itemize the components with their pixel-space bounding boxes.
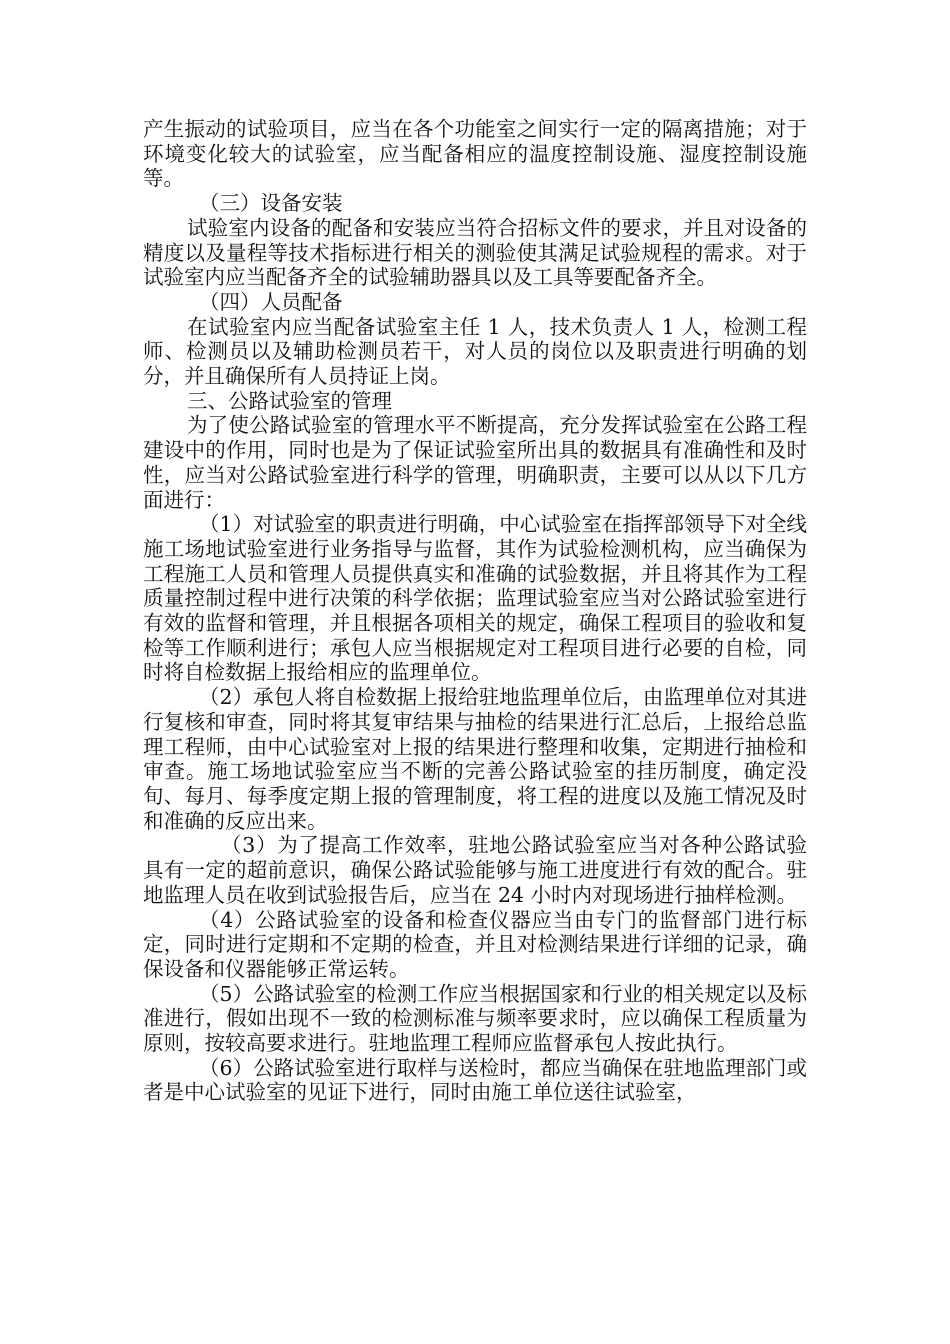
paragraph-equipment: 试验室内设备的配备和安装应当符合招标文件的要求，并且对设备的精度以及量程等技术指标进行相关的测验使其满足试验规程的需求。对于试验室内应当配备齐全的试验辅助器具以及工具等要配备齐全。 xyxy=(143,215,807,290)
section-heading-management: 三、公路试验室的管理 xyxy=(187,388,392,413)
subheading-staffing: （四）人员配备 xyxy=(199,289,343,314)
list-item-2: （2）承包人将自检数据上报给驻地监理单位后，由监理单位对其进行复核和审查，同时将其复审结果与抽检的结果进行汇总后，上报给总监理工程师，由中心试验室对上报的结果进行整理和收集，定期进行抽检和审查。施工场地试验室应当不断的完善公路试验室的挂历制度，确定没旬、每月、每季度定期上报的管理制度，将工程的进度以及施工情况及时和准确的反应出来。 xyxy=(143,685,807,833)
paragraph-staffing: 在试验室内应当配备试验室主任 1 人，技术负责人 1 人，检测工程师、检测员以及辅助检测员若干，对人员的岗位以及职责进行明确的划分，并且确保所有人员持证上岗。 xyxy=(143,314,807,389)
paragraph-continuation: 产生振动的试验项目，应当在各个功能室之间实行一定的隔离措施；对于环境变化较大的试验室，应当配备相应的温度控制设施、湿度控制设施等。 xyxy=(143,117,807,191)
list-item-4: （4）公路试验室的设备和检查仪器应当由专门的监督部门进行标定，同时进行定期和不定期的检查，并且对检测结果进行详细的记录，确保设备和仪器能够正常运转。 xyxy=(143,907,807,981)
list-item-6: （6）公路试验室进行取样与送检时，都应当确保在驻地监理部门或者是中心试验室的见证下进行，同时由施工单位送往试验室， xyxy=(143,1055,807,1105)
list-item-3: （3）为了提高工作效率，驻地公路试验室应当对各种公路试验具有一定的超前意识，确保公路试验能够与施工进度进行有效的配合。驻地监理人员在收到试验报告后，应当在 24 小时内对现场进行抽样检测。 xyxy=(143,833,807,907)
list-item-5: （5）公路试验室的检测工作应当根据国家和行业的相关规定以及标准进行，假如出现不一致的检测标准与频率要求时，应以确保工程质量为原则，按较高要求进行。驻地监理工程师应监督承包人按此执行。 xyxy=(143,981,807,1056)
document-body xyxy=(143,117,807,1105)
list-item-1: （1）对试验室的职责进行明确，中心试验室在指挥部领导下对全线施工场地试验室进行业务指导与监督，其作为试验检测机构，应当确保为工程施工人员和管理人员提供真实和准确的试验数据，并且将其作为工程质量控制过程中进行决策的科学依据；监理试验室应当对公路试验室进行有效的监督和管理，并且根据各项相关的规定，确保工程项目的验收和复检等工作顺利进行；承包人应当根据规定对工程项目进行必要的自检，同时将自检数据上报给相应的监理单位。 xyxy=(143,512,807,685)
paragraph-management-intro: 为了使公路试验室的管理水平不断提高，充分发挥试验室在公路工程建设中的作用，同时也是为了保证试验室所出具的数据具有准确性和及时性，应当对公路试验室进行科学的管理，明确职责，主要可以从以下几方面进行： xyxy=(143,413,807,512)
subheading-equipment-installation: （三）设备安装 xyxy=(199,191,343,216)
